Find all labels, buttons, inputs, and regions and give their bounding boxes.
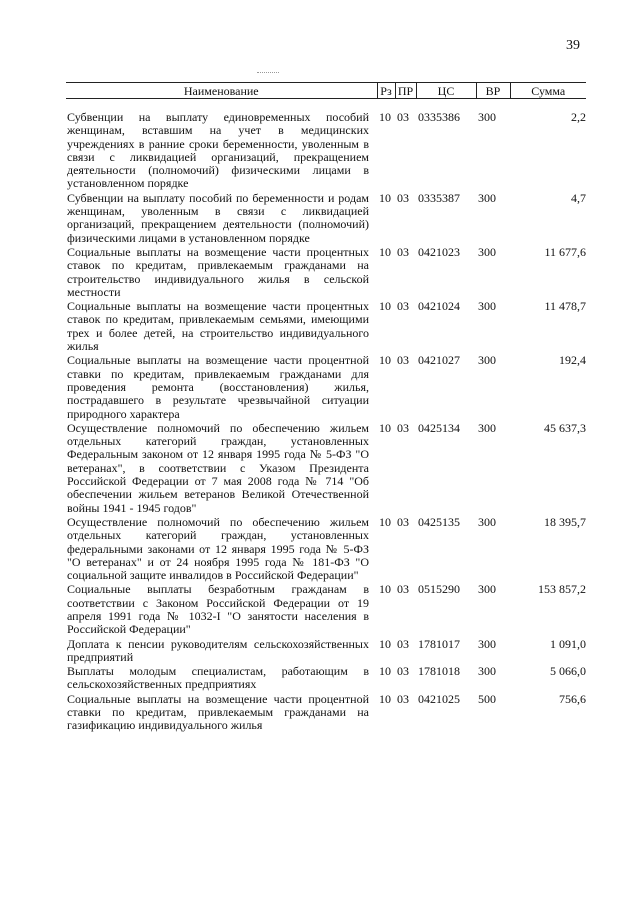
table-body [66, 99, 586, 734]
cell-vr: 300 [478, 244, 496, 259]
table-row [66, 354, 586, 421]
cell-name: Социальные выплаты на возмещение части процентных ставок по кредитам, привлекаемым гражданами на строительство индивидуального жилья в сельской местности [67, 244, 369, 299]
cell-cs: 0515290 [418, 582, 460, 597]
cell-pr: 03 [397, 636, 409, 651]
cell-vr: 300 [478, 353, 496, 368]
header-name: Наименование [66, 83, 377, 99]
cell-pr: 03 [397, 691, 409, 706]
cell-pr: 03 [397, 190, 409, 205]
cell-pr: 03 [397, 582, 409, 597]
cell-name: Социальные выплаты безработным гражданам в соответствии с Законом Российской Федерации от 19 апреля 1991 года № 1032-I "О занятости населения в Российской Федерации" [67, 582, 369, 637]
table-row [66, 693, 586, 734]
cell-rz: 10 [379, 636, 391, 651]
cell-name: Доплата к пенсии руководителям сельскохозяйственных предприятий [67, 636, 369, 664]
cell-name: Социальные выплаты на возмещение части процентной ставки по кредитам, привлекаемым гражданами для проведения ремонта (восстановления) жилья, пострадавшего в результате чрезвычайной ситуации природного характера [67, 353, 369, 421]
cell-pr: 03 [397, 244, 409, 259]
header-cs: ЦС [416, 83, 476, 99]
cell-cs: 0421025 [418, 691, 460, 706]
scan-artifact [257, 72, 279, 77]
cell-rz: 10 [379, 691, 391, 706]
cell-name: Осуществление полномочий по обеспечению жильем отдельных категорий граждан, установленных федеральными законами от 12 января 1995 года № 5-ФЗ "О ветеранах" и от 24 ноября 1995 года № 181-ФЗ "О социальной защите инвалидов в Российской Федерации" [67, 514, 369, 583]
cell-cs: 1781018 [418, 664, 460, 679]
table-row [66, 422, 586, 516]
cell-cs: 0421023 [418, 244, 460, 259]
cell-name: Выплаты молодым специалистам, работающим в сельскохозяйственных предприятиях [67, 664, 369, 692]
cell-rz: 10 [379, 420, 391, 435]
cell-pr: 03 [397, 353, 409, 368]
cell-vr: 500 [478, 691, 496, 706]
table-header [66, 83, 586, 99]
cell-vr: 300 [478, 420, 496, 435]
table-row [66, 246, 586, 300]
cell-name: Социальные выплаты на возмещение части процентной ставки по кредитам, привлекаемым гражданами на газификацию индивидуального жилья [67, 691, 369, 733]
cell-rz: 10 [379, 244, 391, 259]
cell-vr: 300 [478, 582, 496, 597]
cell-name: Осуществление полномочий по обеспечению жильем отдельных категорий граждан, установленных Федеральным законом от 12 января 1995 года № 5-ФЗ "О ветеранах", в соответствии с Указом Президента Российской Федерации от 7 мая 2008 года № 714 "Об обеспечении жильем ветеранов Великой Отечественной войны 1941 - 1945 годов" [67, 420, 369, 515]
cell-sum: 11 677,6 [544, 244, 586, 259]
table-row [66, 638, 586, 666]
cell-vr: 300 [478, 190, 496, 205]
cell-sum: 153 857,2 [538, 582, 586, 597]
cell-pr: 03 [397, 664, 409, 679]
cell-sum: 45 637,3 [544, 420, 586, 435]
cell-pr: 03 [397, 110, 409, 124]
cell-cs: 0335386 [418, 110, 460, 124]
header-vr: ВР [476, 83, 510, 99]
cell-sum: 2,2 [571, 110, 586, 124]
cell-pr: 03 [397, 299, 409, 314]
cell-vr: 300 [478, 299, 496, 314]
cell-vr: 300 [478, 664, 496, 679]
cell-cs: 0421024 [418, 299, 460, 314]
cell-sum: 5 066,0 [550, 664, 586, 679]
table-row [66, 192, 586, 246]
cell-sum: 1 091,0 [550, 636, 586, 651]
page-number: 39 [566, 38, 580, 53]
cell-rz: 10 [379, 190, 391, 205]
cell-pr: 03 [397, 514, 409, 529]
cell-vr: 300 [478, 110, 496, 124]
table-row [66, 300, 586, 354]
cell-vr: 300 [478, 514, 496, 529]
cell-cs: 0421027 [418, 353, 460, 368]
cell-name: Субвенции на выплату единовременных пособий женщинам, вставшим на учет в медицинских учреждениях в ранние сроки беременности, уволенным в связи с ликвидацией организаций, прекращением деятельности (полномочий) физическими лицами в установленном порядке [67, 110, 369, 191]
cell-name: Субвенции на выплату пособий по беременности и родам женщинам, уволенным в связи с ликвидацией организаций, прекращением деятельности (полномочий) физическими лицами в установленном порядке [67, 190, 369, 245]
table-row [66, 111, 586, 192]
cell-sum: 18 395,7 [544, 514, 586, 529]
table-row [66, 665, 586, 693]
budget-table [66, 82, 586, 734]
header-sum: Сумма [510, 83, 586, 99]
cell-vr: 300 [478, 636, 496, 651]
table-row [66, 583, 586, 637]
cell-pr: 03 [397, 420, 409, 435]
cell-sum: 4,7 [571, 190, 586, 205]
cell-cs: 1781017 [418, 636, 460, 651]
cell-rz: 10 [379, 299, 391, 314]
header-pr: ПР [395, 83, 416, 99]
cell-rz: 10 [379, 664, 391, 679]
cell-sum: 192,4 [559, 353, 586, 368]
cell-name: Социальные выплаты на возмещение части процентных ставок по кредитам, привлекаемым семьями, имеющими трех и более детей, на строительство индивидуального жилья [67, 299, 369, 354]
cell-sum: 11 478,7 [544, 299, 586, 314]
table-row [66, 516, 586, 583]
header-rz: Рз [377, 83, 395, 99]
cell-sum: 756,6 [559, 691, 586, 706]
cell-rz: 10 [379, 353, 391, 368]
cell-cs: 0425134 [418, 420, 460, 435]
cell-rz: 10 [379, 514, 391, 529]
cell-rz: 10 [379, 110, 391, 124]
cell-cs: 0335387 [418, 190, 460, 205]
cell-cs: 0425135 [418, 514, 460, 529]
cell-rz: 10 [379, 582, 391, 597]
